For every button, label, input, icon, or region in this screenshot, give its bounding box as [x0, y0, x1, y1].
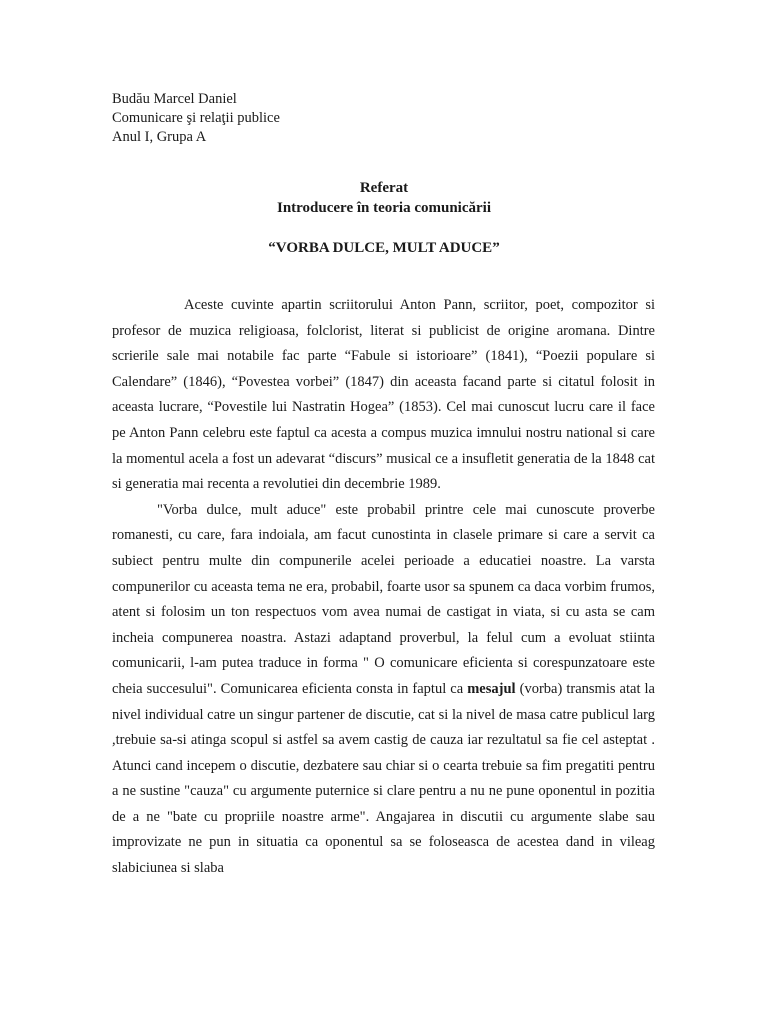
paragraph-1: Aceste cuvinte apartin scriitorului Anton Pann, scriitor, poet, compozitor si profesor de muzica religioasa, folclorist, literat si publicist de origine aromana. Dintre scrierile sale mai notabile fac parte “Fabule si istorioare” (1841), “Poezii populare si Calendare” (1846), “Povestea vorbei” (1847) din aceasta facand parte si citatul folosit in aceasta lucrare, “Povestile lui Nastratin Hogea” (1853). Cel mai cunoscut lucru care il face pe Anton Pann celebru este faptul ca acesta a compus muzica imnului nostru national si care la momentul acela a fost un adevarat “discurs” musical ce a insufletit generatia de la 1848 cat si generatia mai recenta a revolutiei din decembrie 1989.: [112, 297, 655, 493]
course-title: Introducere în teoria comunicării: [277, 200, 491, 216]
paragraph-2: [112, 498, 655, 882]
paragraph-2-part-1: "Vorba dulce, mult aduce" este probabil printre cele mai cunoscute proverbe romanesti, cu care, fara indoiala, am facut cunostinta in clasele primare si care a servit ca subiect pentru multe din compunerile acelei perioade a educatiei noastre. La varsta compunerilor cu aceasta tema ne era, probabil, foarte usor sa spunem ca daca vorbim frumos, atent si folosim un ton respectuos vom avea numai de castigat in viata, si cu asta se cam incheia compunerea noastra. Astazi adaptand proverbul, la felul cum a evoluat stiinta comunicarii, l-am putea traduce in forma " O comunicare eficienta si corespunzatoare este cheia succesului". Comunicarea eficienta consta in faptul ca: [112, 501, 655, 697]
document-type: Referat: [359, 180, 409, 196]
year-group: Anul I, Grupa A: [112, 129, 207, 145]
author-name: Budău Marcel Daniel: [112, 91, 237, 107]
body-text: [112, 293, 655, 882]
paragraph-2-part-2: (vorba) transmis atat la nivel individual catre un singur partener de discutie, cat si la nivel de masa catre publicul larg ,trebuie sa-si atinga scopul si astfel sa avem castig de cauza iar rezultatul sa fie cel asteptat . Atunci cand incepem o discutie, dezbatere sau chiar si o cearta trebuie sa fim pregatiti pentru a ne sustine "cauza" cu argumente puternice si clare pentru a nu ne pune oponentul in pozitia de a ne "bate cu propriile noastre arme". Angajarea in discutii cu argumente slabe sau improvizate ne pun in situatia ca oponentul sa se foloseasca de acestea dand in vileag slabiciunea si slaba: [112, 680, 655, 877]
title-block: [0, 178, 768, 218]
author-header: [112, 90, 280, 147]
study-program: Comunicare şi relaţii publice: [112, 110, 280, 126]
motto-title: “VORBA DULCE, MULT ADUCE”: [268, 240, 500, 256]
bold-term-mesajul: mesajul: [467, 680, 516, 697]
